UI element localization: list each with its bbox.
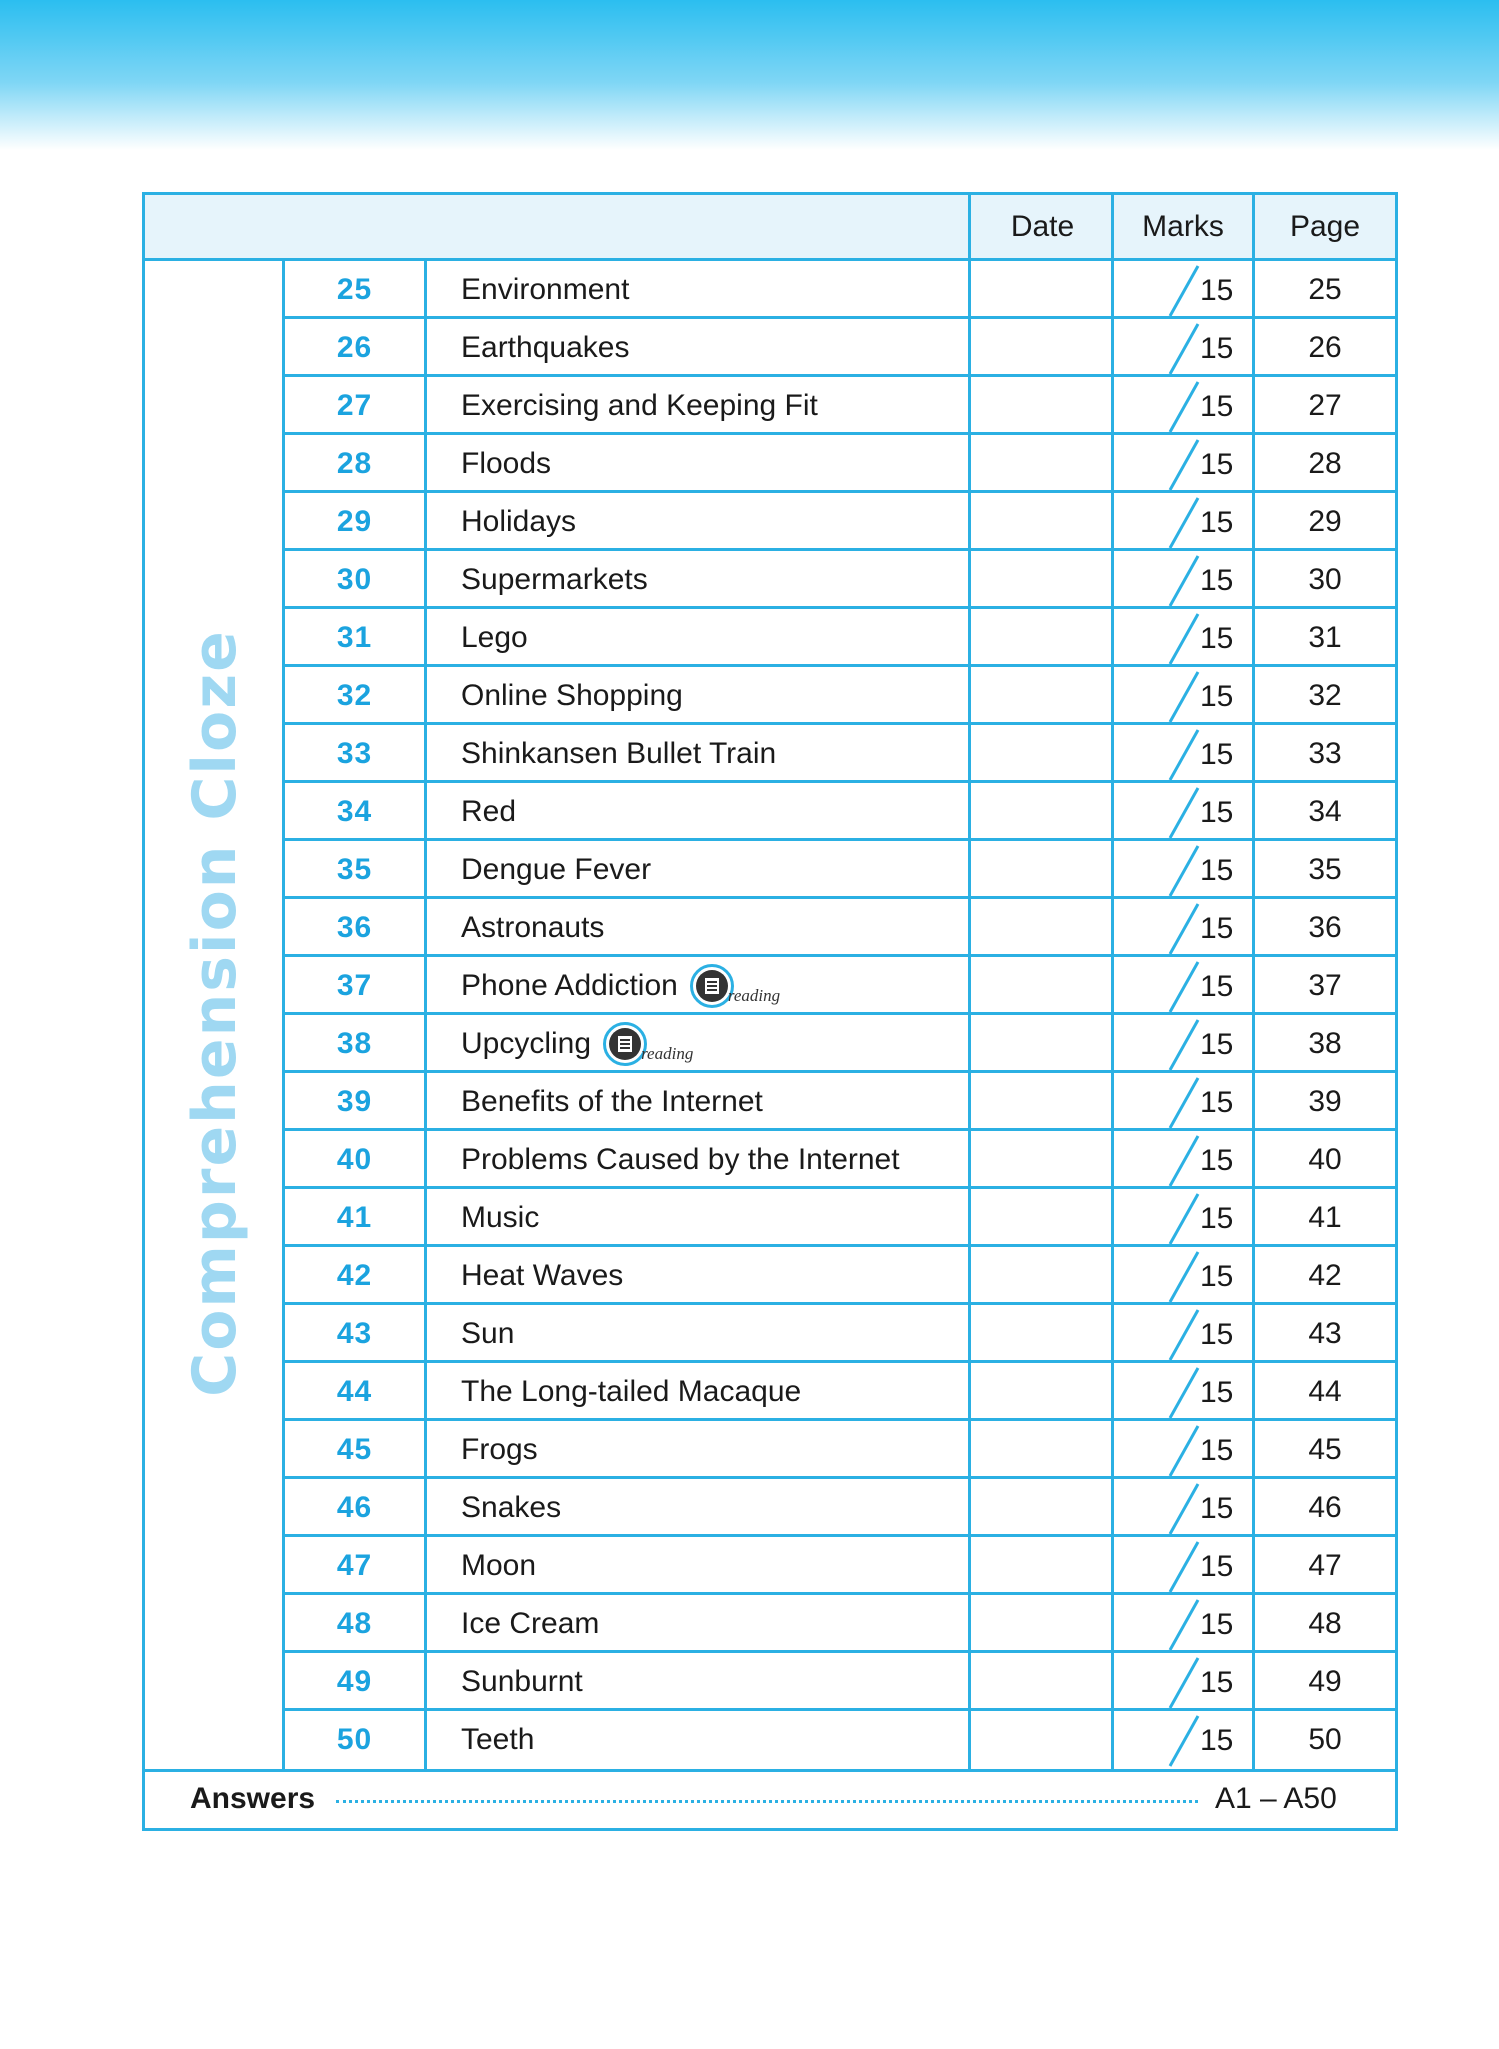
unit-number: 26 bbox=[336, 331, 373, 364]
topic-cell bbox=[461, 1015, 694, 1073]
grid-line bbox=[145, 1769, 1395, 1772]
table-row bbox=[145, 1015, 1395, 1073]
grid-line bbox=[282, 1708, 1395, 1711]
grid-line bbox=[282, 1592, 1395, 1595]
table-row bbox=[145, 261, 1395, 319]
topic-cell bbox=[461, 783, 516, 841]
topic-title[interactable]: Shinkansen Bullet Train bbox=[461, 737, 777, 770]
marks-cell[interactable] bbox=[1114, 435, 1252, 493]
table-row bbox=[145, 1189, 1395, 1247]
topic-title[interactable]: Red bbox=[461, 795, 517, 828]
grid-line bbox=[282, 606, 1395, 609]
table-row bbox=[145, 1479, 1395, 1537]
page-number: 31 bbox=[1308, 621, 1342, 654]
page-number: 43 bbox=[1308, 1317, 1342, 1350]
marks-cell[interactable] bbox=[1114, 551, 1252, 609]
grid-line bbox=[424, 258, 427, 1769]
table-row bbox=[145, 493, 1395, 551]
grid-line bbox=[282, 1418, 1395, 1421]
unit-number: 31 bbox=[336, 621, 373, 654]
topic-title[interactable]: Floods bbox=[461, 447, 552, 480]
topic-title[interactable]: Astronauts bbox=[461, 911, 605, 944]
slash-icon bbox=[1166, 1656, 1202, 1710]
topic-cell bbox=[461, 1421, 538, 1479]
table-row bbox=[145, 1421, 1395, 1479]
marks-cell[interactable] bbox=[1114, 1247, 1252, 1305]
grid-line bbox=[282, 1244, 1395, 1247]
table-row bbox=[145, 1131, 1395, 1189]
slash-icon bbox=[1166, 960, 1202, 1014]
answers-row bbox=[145, 1770, 1395, 1828]
topic-title[interactable]: Frogs bbox=[461, 1433, 538, 1466]
table-row bbox=[145, 319, 1395, 377]
slash-icon bbox=[1166, 1424, 1202, 1478]
topic-title[interactable]: Moon bbox=[461, 1549, 537, 1582]
topic-cell bbox=[461, 1537, 536, 1595]
page-number: 27 bbox=[1308, 389, 1342, 422]
marks-total: 15 bbox=[1200, 738, 1234, 771]
table-row bbox=[145, 435, 1395, 493]
page-number: 42 bbox=[1308, 1259, 1342, 1292]
unit-number: 35 bbox=[336, 853, 373, 886]
marks-total: 15 bbox=[1200, 1260, 1234, 1293]
page-number: 30 bbox=[1308, 563, 1342, 596]
topic-cell bbox=[461, 1479, 561, 1537]
unit-number: 28 bbox=[336, 447, 373, 480]
topic-cell bbox=[461, 1189, 539, 1247]
marks-total: 15 bbox=[1200, 912, 1234, 945]
marks-cell[interactable] bbox=[1114, 1653, 1252, 1711]
grid-line bbox=[282, 1476, 1395, 1479]
unit-number: 45 bbox=[336, 1433, 373, 1466]
slash-icon bbox=[1166, 1192, 1202, 1246]
unit-number: 30 bbox=[336, 563, 373, 596]
page-number: 50 bbox=[1308, 1723, 1342, 1756]
marks-cell[interactable] bbox=[1114, 957, 1252, 1015]
page-number: 35 bbox=[1308, 853, 1342, 886]
slash-icon bbox=[1166, 670, 1202, 724]
slash-icon bbox=[1166, 1366, 1202, 1420]
section-title: Comprehension Cloze bbox=[180, 628, 251, 1397]
topic-cell bbox=[461, 725, 776, 783]
topic-title[interactable]: Phone Addiction bbox=[461, 969, 678, 1002]
unit-number: 47 bbox=[336, 1549, 373, 1582]
slash-icon bbox=[1166, 1134, 1202, 1188]
slash-icon bbox=[1166, 786, 1202, 840]
marks-cell[interactable] bbox=[1114, 1073, 1252, 1131]
topic-cell bbox=[461, 609, 528, 667]
topic-cell bbox=[461, 1073, 763, 1131]
marks-cell[interactable] bbox=[1114, 841, 1252, 899]
grid-line bbox=[282, 896, 1395, 899]
table-row bbox=[145, 841, 1395, 899]
topic-title[interactable]: Environment bbox=[461, 273, 630, 306]
top-gradient-band bbox=[0, 0, 1499, 150]
marks-total: 15 bbox=[1200, 1376, 1234, 1409]
topic-title[interactable]: Earthquakes bbox=[461, 331, 630, 364]
topic-cell bbox=[461, 899, 604, 957]
table-row bbox=[145, 1653, 1395, 1711]
grid-line bbox=[282, 1650, 1395, 1653]
grid-line bbox=[1252, 195, 1255, 1769]
table-row bbox=[145, 1537, 1395, 1595]
topic-cell bbox=[461, 841, 651, 899]
topic-cell bbox=[461, 1247, 623, 1305]
marks-total: 15 bbox=[1200, 1028, 1234, 1061]
topic-cell bbox=[461, 1131, 900, 1189]
topic-title[interactable]: Sun bbox=[461, 1317, 515, 1350]
topic-title[interactable]: Upcycling bbox=[461, 1027, 592, 1060]
marks-cell[interactable] bbox=[1114, 1595, 1252, 1653]
page-number: 46 bbox=[1308, 1491, 1342, 1524]
topic-title[interactable]: The Long-tailed Macaque bbox=[461, 1375, 802, 1408]
table-row bbox=[145, 609, 1395, 667]
marks-cell[interactable] bbox=[1114, 725, 1252, 783]
marks-cell[interactable] bbox=[1114, 493, 1252, 551]
marks-cell[interactable] bbox=[1114, 1131, 1252, 1189]
topic-title[interactable]: Problems Caused by the Internet bbox=[461, 1143, 900, 1176]
page-number: 32 bbox=[1308, 679, 1342, 712]
slash-icon bbox=[1166, 612, 1202, 666]
marks-total: 15 bbox=[1200, 390, 1234, 423]
unit-number: 38 bbox=[336, 1027, 373, 1060]
grid-line bbox=[1111, 195, 1114, 1769]
marks-cell[interactable] bbox=[1114, 377, 1252, 435]
unit-number: 43 bbox=[336, 1317, 373, 1350]
grid-line bbox=[282, 1186, 1395, 1189]
grid-line bbox=[282, 780, 1395, 783]
grid-line bbox=[282, 664, 1395, 667]
table-row bbox=[145, 783, 1395, 841]
topic-title[interactable]: Dengue Fever bbox=[461, 853, 652, 886]
grid-line bbox=[145, 258, 1395, 261]
marks-cell[interactable] bbox=[1114, 1711, 1252, 1769]
page-number: 47 bbox=[1308, 1549, 1342, 1582]
topic-cell bbox=[461, 667, 683, 725]
marks-total: 15 bbox=[1200, 564, 1234, 597]
grid-line bbox=[282, 722, 1395, 725]
marks-cell[interactable] bbox=[1114, 609, 1252, 667]
topic-cell bbox=[461, 957, 781, 1015]
page-number: 49 bbox=[1308, 1665, 1342, 1698]
page-number: 41 bbox=[1308, 1201, 1342, 1234]
topic-title[interactable]: Teeth bbox=[461, 1723, 535, 1756]
topic-cell bbox=[461, 1363, 801, 1421]
marks-total: 15 bbox=[1200, 274, 1234, 307]
marks-cell[interactable] bbox=[1114, 1305, 1252, 1363]
unit-number: 41 bbox=[336, 1201, 373, 1234]
topic-title[interactable]: Supermarkets bbox=[461, 563, 648, 596]
page-number: 44 bbox=[1308, 1375, 1342, 1408]
answers-label: Answers bbox=[190, 1782, 316, 1815]
marks-cell[interactable] bbox=[1114, 783, 1252, 841]
slash-icon bbox=[1166, 1076, 1202, 1130]
marks-column-header: Marks bbox=[1142, 210, 1224, 243]
slash-icon bbox=[1166, 902, 1202, 956]
marks-total: 15 bbox=[1200, 854, 1234, 887]
page-number: 34 bbox=[1308, 795, 1342, 828]
topic-title[interactable]: Sunburnt bbox=[461, 1665, 583, 1698]
table-row bbox=[145, 725, 1395, 783]
topic-title[interactable]: Exercising and Keeping Fit bbox=[461, 389, 818, 422]
topic-cell bbox=[461, 1711, 534, 1769]
unit-number: 50 bbox=[336, 1723, 373, 1756]
unit-number: 25 bbox=[336, 273, 373, 306]
e-reading-icon bbox=[690, 957, 781, 1015]
grid-line bbox=[282, 1128, 1395, 1131]
unit-number: 33 bbox=[336, 737, 373, 770]
table-row bbox=[145, 957, 1395, 1015]
marks-total: 15 bbox=[1200, 1608, 1234, 1641]
slash-icon bbox=[1166, 728, 1202, 782]
slash-icon bbox=[1166, 1714, 1202, 1768]
page-number: 25 bbox=[1308, 273, 1342, 306]
marks-cell[interactable] bbox=[1114, 261, 1252, 319]
marks-total: 15 bbox=[1200, 448, 1234, 481]
topic-cell bbox=[461, 1305, 514, 1363]
topic-title[interactable]: Lego bbox=[461, 621, 528, 654]
slash-icon bbox=[1166, 1308, 1202, 1362]
page-number: 28 bbox=[1308, 447, 1342, 480]
grid-line bbox=[282, 1012, 1395, 1015]
marks-total: 15 bbox=[1200, 1202, 1234, 1235]
topic-cell bbox=[461, 377, 818, 435]
page-number: 38 bbox=[1308, 1027, 1342, 1060]
marks-cell[interactable] bbox=[1114, 899, 1252, 957]
topic-cell bbox=[461, 1653, 583, 1711]
topic-title[interactable]: Ice Cream bbox=[461, 1607, 600, 1640]
table-row bbox=[145, 1073, 1395, 1131]
table-row bbox=[145, 899, 1395, 957]
date-column-header: Date bbox=[1010, 210, 1075, 243]
slash-icon bbox=[1166, 844, 1202, 898]
unit-number: 48 bbox=[336, 1607, 373, 1640]
slash-icon bbox=[1166, 1018, 1202, 1072]
table-row bbox=[145, 377, 1395, 435]
page-number: 39 bbox=[1308, 1085, 1342, 1118]
unit-number: 49 bbox=[336, 1665, 373, 1698]
grid-line bbox=[282, 1070, 1395, 1073]
slash-icon bbox=[1166, 1482, 1202, 1536]
grid-line bbox=[282, 1360, 1395, 1363]
unit-number: 27 bbox=[336, 389, 373, 422]
unit-number: 37 bbox=[336, 969, 373, 1002]
unit-number: 40 bbox=[336, 1143, 373, 1176]
grid-line bbox=[282, 374, 1395, 377]
page-number: 37 bbox=[1308, 969, 1342, 1002]
unit-number: 39 bbox=[336, 1085, 373, 1118]
marks-cell[interactable] bbox=[1114, 1015, 1252, 1073]
topic-cell bbox=[461, 319, 629, 377]
slash-icon bbox=[1166, 1540, 1202, 1594]
topic-title[interactable]: Benefits of the Internet bbox=[461, 1085, 763, 1118]
marks-total: 15 bbox=[1200, 1550, 1234, 1583]
page-number: 40 bbox=[1308, 1143, 1342, 1176]
topic-title[interactable]: Heat Waves bbox=[461, 1259, 624, 1292]
marks-total: 15 bbox=[1200, 1724, 1234, 1757]
marks-total: 15 bbox=[1200, 680, 1234, 713]
marks-total: 15 bbox=[1200, 1492, 1234, 1525]
dotted-leader bbox=[336, 1800, 1198, 1803]
grid-line bbox=[282, 490, 1395, 493]
topic-title[interactable]: Holidays bbox=[461, 505, 577, 538]
unit-number: 36 bbox=[336, 911, 373, 944]
slash-icon bbox=[1166, 554, 1202, 608]
unit-number: 44 bbox=[336, 1375, 373, 1408]
unit-number: 42 bbox=[336, 1259, 373, 1292]
marks-cell[interactable] bbox=[1114, 1479, 1252, 1537]
badge-label: reading bbox=[641, 1044, 694, 1063]
topic-cell bbox=[461, 493, 576, 551]
slash-icon bbox=[1166, 264, 1202, 318]
page-number: 36 bbox=[1308, 911, 1342, 944]
marks-total: 15 bbox=[1200, 970, 1234, 1003]
grid-line bbox=[968, 195, 971, 1769]
unit-number: 34 bbox=[336, 795, 373, 828]
marks-total: 15 bbox=[1200, 1144, 1234, 1177]
table-row bbox=[145, 1711, 1395, 1769]
marks-total: 15 bbox=[1200, 796, 1234, 829]
unit-number: 32 bbox=[336, 679, 373, 712]
page-number: 45 bbox=[1308, 1433, 1342, 1466]
answers-pages: A1 – A50 bbox=[1215, 1782, 1337, 1815]
table-row bbox=[145, 1247, 1395, 1305]
marks-total: 15 bbox=[1200, 1318, 1234, 1351]
marks-cell[interactable] bbox=[1114, 667, 1252, 725]
marks-total: 15 bbox=[1200, 1666, 1234, 1699]
page-number: 48 bbox=[1308, 1607, 1342, 1640]
unit-number: 29 bbox=[336, 505, 373, 538]
badge-label: reading bbox=[727, 986, 781, 1005]
page-number: 29 bbox=[1308, 505, 1342, 538]
grid-line bbox=[282, 548, 1395, 551]
grid-line bbox=[282, 432, 1395, 435]
slash-icon bbox=[1166, 438, 1202, 492]
marks-cell[interactable] bbox=[1114, 1363, 1252, 1421]
grid-line bbox=[282, 1534, 1395, 1537]
topic-cell bbox=[461, 261, 629, 319]
marks-total: 15 bbox=[1200, 506, 1234, 539]
page-number: 33 bbox=[1308, 737, 1342, 770]
marks-cell[interactable] bbox=[1114, 319, 1252, 377]
grid-line bbox=[282, 838, 1395, 841]
marks-cell[interactable] bbox=[1114, 1189, 1252, 1247]
marks-total: 15 bbox=[1200, 332, 1234, 365]
topic-cell bbox=[461, 435, 551, 493]
slash-icon bbox=[1166, 1250, 1202, 1304]
topic-cell bbox=[461, 551, 648, 609]
grid-line bbox=[282, 316, 1395, 319]
topic-title[interactable]: Snakes bbox=[461, 1491, 562, 1524]
page-number: 26 bbox=[1308, 331, 1342, 364]
topic-title[interactable]: Online Shopping bbox=[461, 679, 683, 712]
marks-cell[interactable] bbox=[1114, 1421, 1252, 1479]
marks-total: 15 bbox=[1200, 622, 1234, 655]
table-row bbox=[145, 1305, 1395, 1363]
slash-icon bbox=[1166, 496, 1202, 550]
marks-total: 15 bbox=[1200, 1086, 1234, 1119]
marks-cell[interactable] bbox=[1114, 1537, 1252, 1595]
unit-number: 46 bbox=[336, 1491, 373, 1524]
topic-title[interactable]: Music bbox=[461, 1201, 540, 1234]
table-row bbox=[145, 667, 1395, 725]
grid-line bbox=[282, 1302, 1395, 1305]
slash-icon bbox=[1166, 380, 1202, 434]
slash-icon bbox=[1166, 1598, 1202, 1652]
grid-line bbox=[282, 258, 285, 1769]
e-reading-icon bbox=[603, 1015, 694, 1073]
slash-icon bbox=[1166, 322, 1202, 376]
table-row bbox=[145, 551, 1395, 609]
table-row bbox=[145, 1595, 1395, 1653]
grid-line bbox=[282, 954, 1395, 957]
page-column-header: Page bbox=[1289, 210, 1361, 243]
marks-total: 15 bbox=[1200, 1434, 1234, 1467]
table-of-contents bbox=[142, 192, 1398, 1831]
topic-cell bbox=[461, 1595, 599, 1653]
table-row bbox=[145, 1363, 1395, 1421]
